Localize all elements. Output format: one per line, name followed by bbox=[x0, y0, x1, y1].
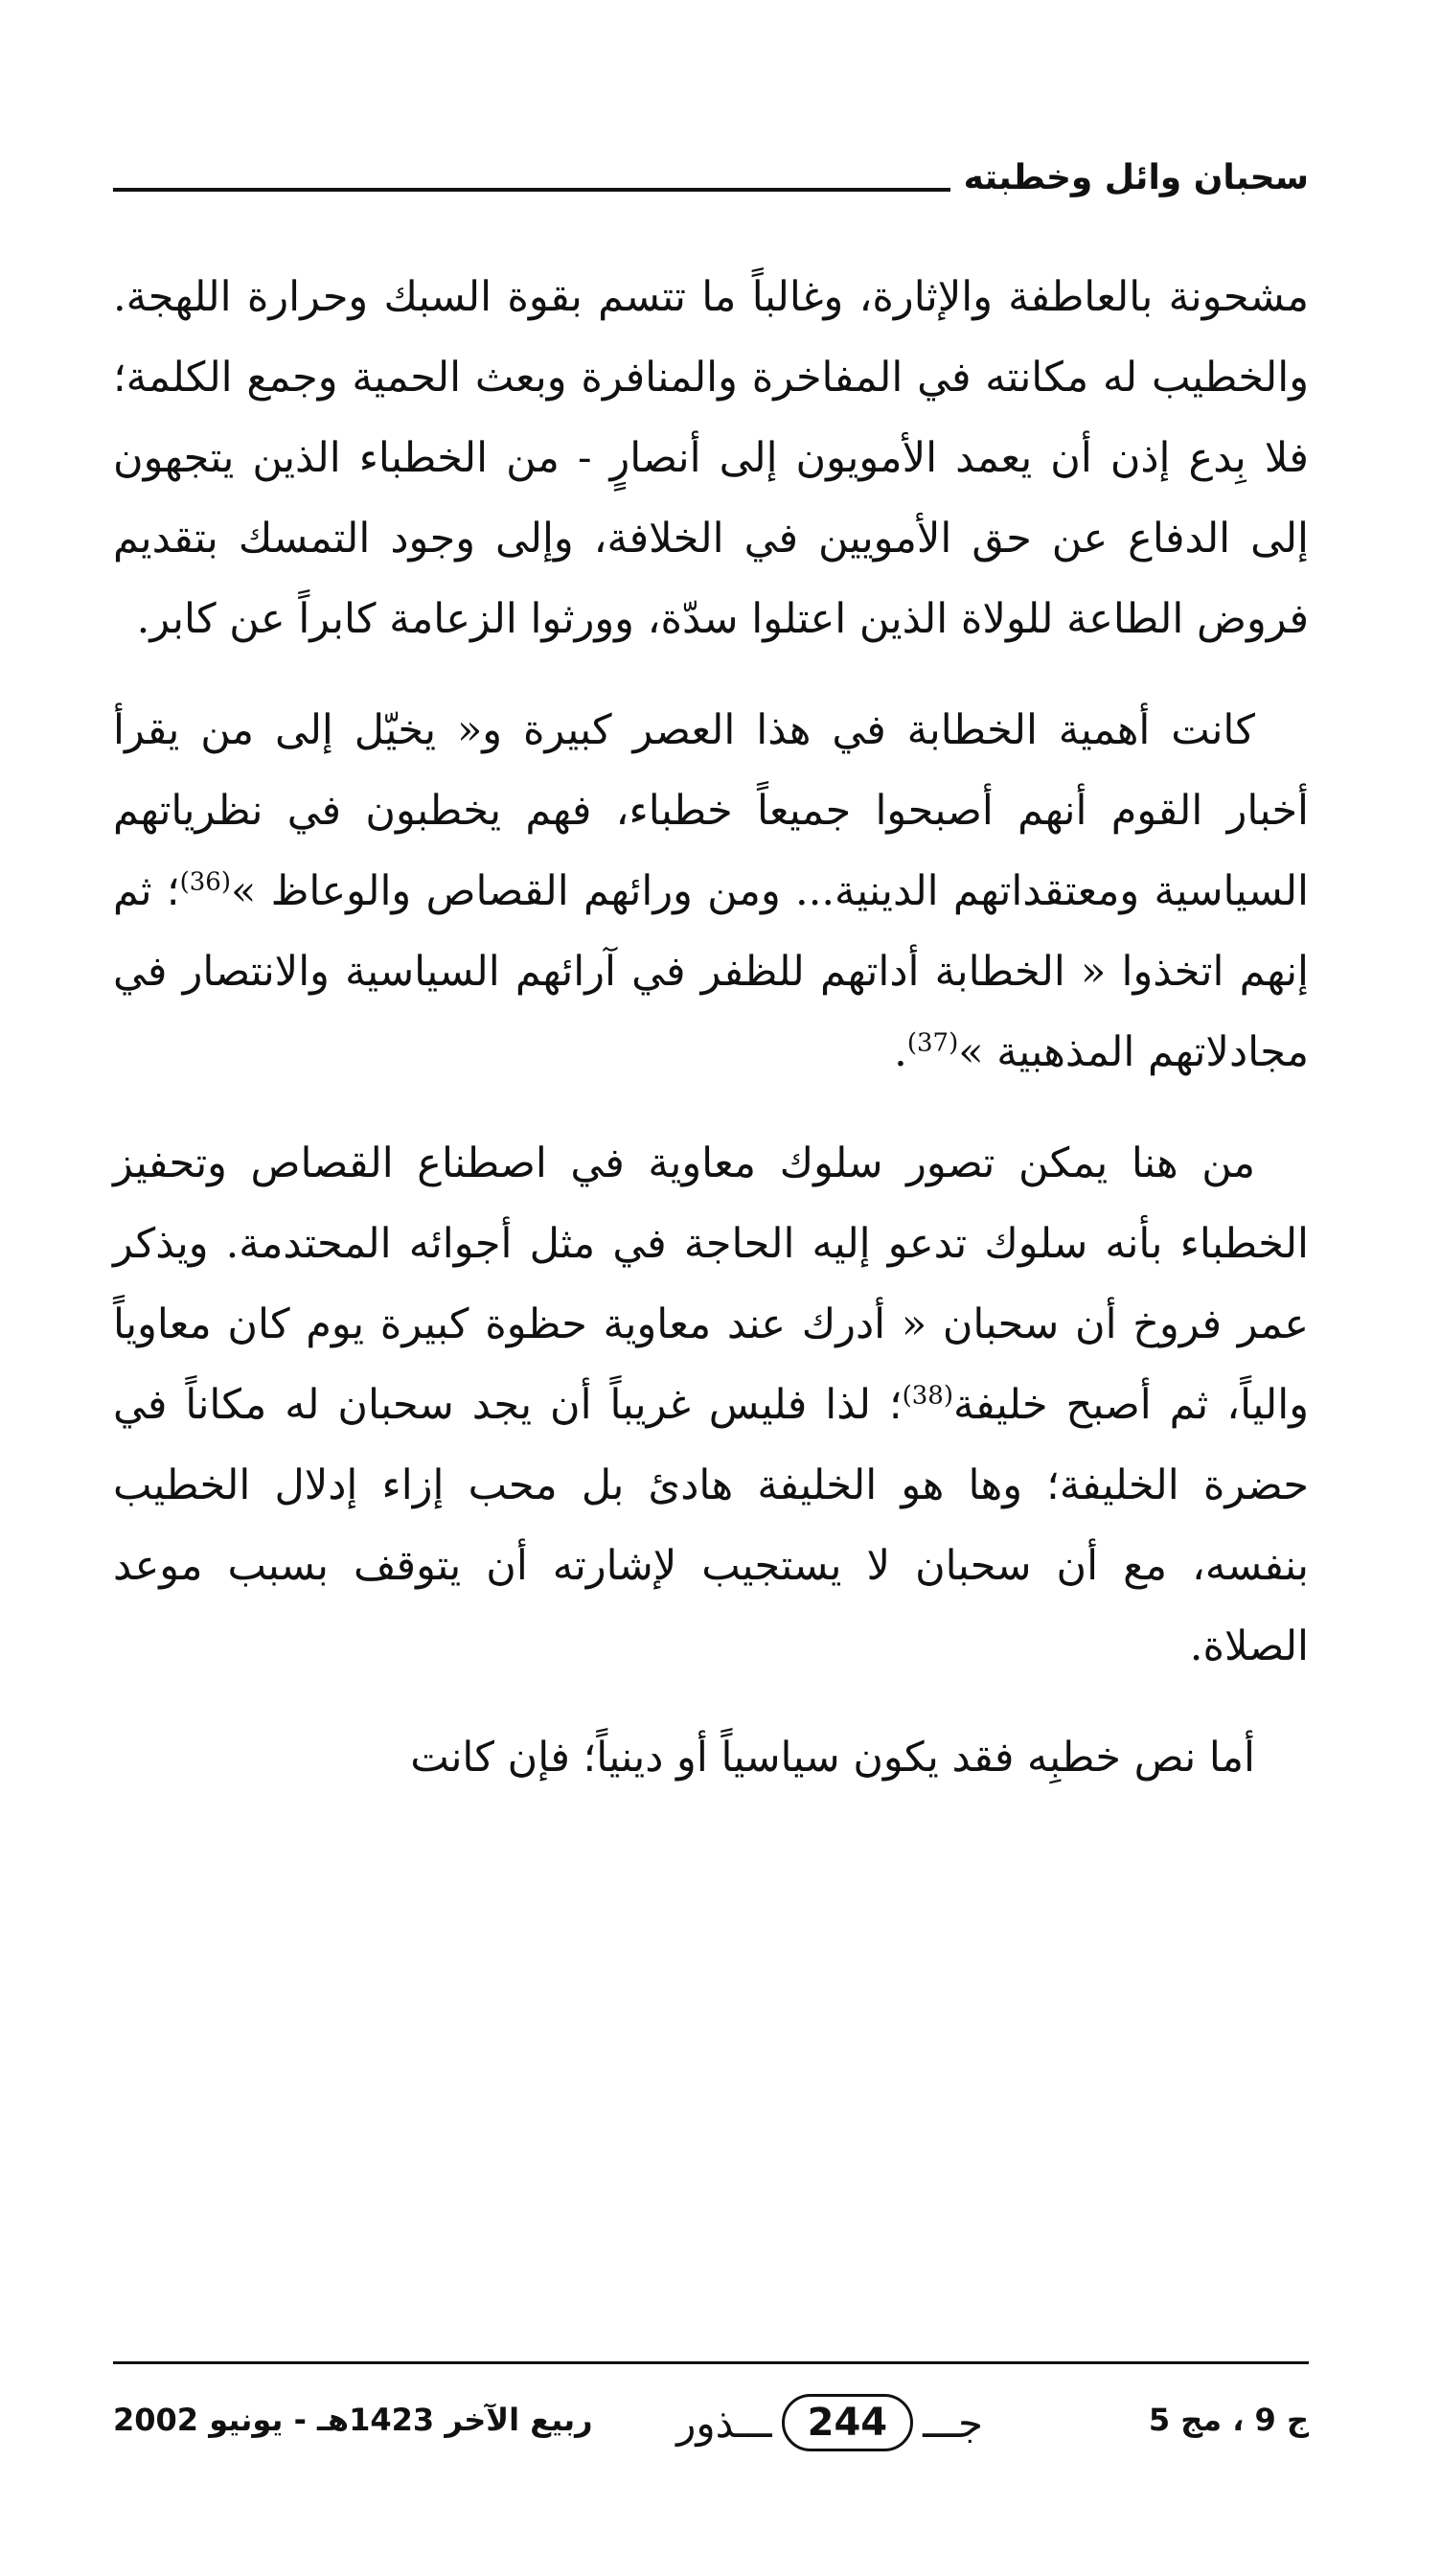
footer-rule bbox=[113, 2361, 1309, 2364]
running-header bbox=[113, 142, 1309, 199]
journal-name-end: ـــذور bbox=[676, 2399, 772, 2447]
body-text bbox=[113, 257, 1309, 1828]
footnote-ref-36: (36) bbox=[179, 867, 231, 897]
paragraph-3 bbox=[113, 1123, 1309, 1687]
paragraph-4-text: أما نص خطبِه فقد يكون سياسياً أو دينياً؛ فإن كانت bbox=[410, 1734, 1255, 1782]
issue-label: ج 9 ، مج 5 bbox=[1148, 2402, 1309, 2438]
paragraph-1-text: مشحونة بالعاطفة والإثارة، وغالباً ما تتسم بقوة السبك وحرارة اللهجة. والخطيب له مكانته في المفاخرة والمنافرة وبعث الحمية وجمع الكلمة؛ فلا بِدع إذن أن يعمد الأمويون إلى أنصارٍ - من الخطباء الذين يتجهون إلى الدفاع عن حق الأمويين في الخلافة، وإلى وجود التمسك بتقديم فروض الطاعة للولاة الذين اعتلوا سدّة، وورثوا الزعامة كابراً عن كابر. bbox=[113, 273, 1309, 643]
paragraph-3-text-b: ؛ لذا فليس غريباً أن يجد سحبان له مكاناً في حضرة الخليفة؛ وها هو الخليفة هادئ بل محب إزاء إدلال الخطيب بنفسه، مع أن سحبان لا يستجيب لإشارته أن يتوقف بسبب موعد الصلاة. bbox=[113, 1381, 1309, 1670]
footnote-ref-37: (37) bbox=[906, 1028, 959, 1058]
page-footer bbox=[113, 2377, 1309, 2463]
journal-name-start: جـــ bbox=[923, 2399, 983, 2447]
running-header-title: سحبان وائل وخطبته bbox=[963, 158, 1309, 197]
paragraph-2-text-b: ؛ ثم إنهم اتخذوا « الخطابة أداتهم للظفر في آرائهم السياسية والانتصار في مجادلاتهم المذهبية » bbox=[113, 867, 1309, 1076]
paragraph-1 bbox=[113, 257, 1309, 659]
issue-date: ربيع الآخر 1423هـ - يونيو 2002 bbox=[113, 2402, 593, 2438]
journal-name bbox=[676, 2394, 983, 2451]
paragraph-2 bbox=[113, 690, 1309, 1092]
header-rule bbox=[113, 188, 950, 192]
paragraph-4 bbox=[113, 1717, 1309, 1798]
paragraph-3-text-a: من هنا يمكن تصور سلوك معاوية في اصطناع القصاص وتحفيز الخطباء بأنه سلوك تدعو إليه الحاجة في مثل أجوائه المحتدمة. ويذكر عمر فروخ أن سحبان « أدرك عند معاوية حظوة كبيرة يوم كان معاوياً والياً، ثم أصبح خليفة bbox=[113, 1139, 1309, 1429]
page-number: 244 bbox=[782, 2394, 914, 2451]
paragraph-2-text-a: كانت أهمية الخطابة في هذا العصر كبيرة و« يخيّل إلى من يقرأ أخبار القوم أنهم أصبحوا جميعاً خطباء، فهم يخطبون في نظرياتهم السياسية ومعتقداتهم الدينية... ومن ورائهم القصاص والوعاظ » bbox=[113, 706, 1309, 915]
footnote-ref-38: (38) bbox=[902, 1381, 953, 1411]
paragraph-2-text-c: . bbox=[894, 1028, 907, 1076]
